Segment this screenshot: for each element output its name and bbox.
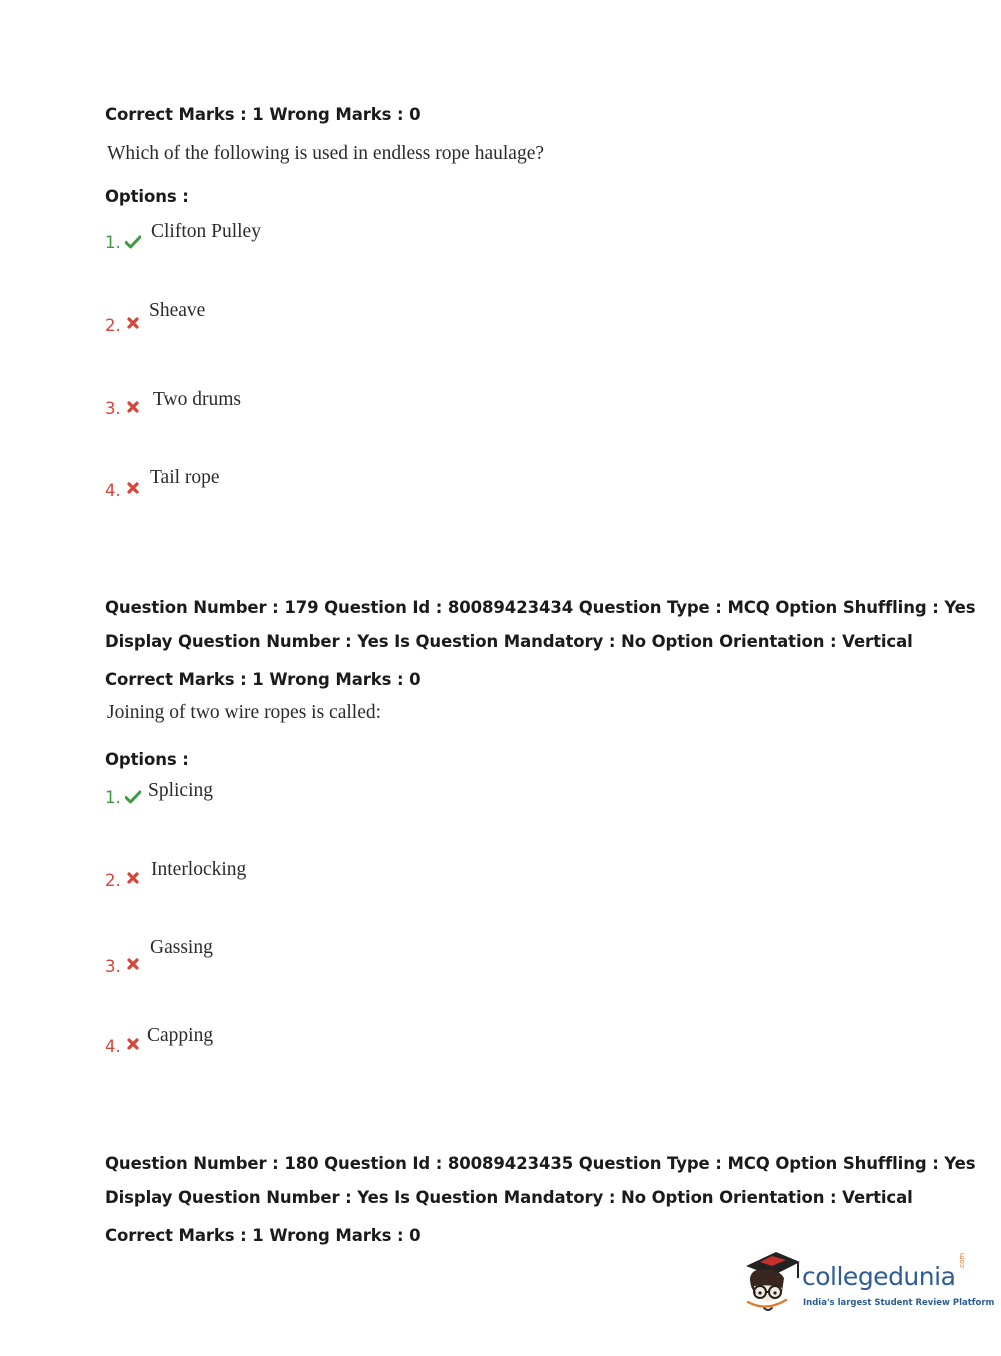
marks-line: Correct Marks : 1 Wrong Marks : 0: [105, 105, 421, 124]
cross-icon: [125, 957, 141, 971]
logo-tagline: India's largest Student Review Platform: [803, 1298, 995, 1308]
question-header-line2: Display Question Number : Yes Is Question Mandatory : No Option Orientation : Vertical: [105, 1188, 913, 1207]
check-icon: [125, 235, 141, 249]
collegedunia-logo: [742, 1248, 995, 1320]
option-text: Splicing: [148, 780, 214, 801]
option-text: Two drums: [153, 389, 242, 410]
question-text: Which of the following is used in endless rope haulage?: [107, 143, 545, 164]
cross-icon: [125, 316, 141, 330]
question-header-line1: Question Number : 180 Question Id : 80089423435 Question Type : MCQ Option Shuffling : Yes: [105, 1154, 976, 1173]
marks-line: Correct Marks : 1 Wrong Marks : 0: [105, 1226, 421, 1245]
option-number: 1.: [105, 788, 121, 807]
option-number: 3.: [105, 957, 121, 976]
question-text: Joining of two wire ropes is called:: [107, 702, 382, 723]
options-label: Options :: [105, 750, 189, 769]
question-header-line2: Display Question Number : Yes Is Question Mandatory : No Option Orientation : Vertical: [105, 632, 913, 651]
option-text: Capping: [147, 1025, 214, 1046]
logo-wordmark: collegedunia: [802, 1262, 956, 1291]
cross-icon: [125, 871, 141, 885]
option-text: Clifton Pulley: [151, 221, 261, 242]
marks-line: Correct Marks : 1 Wrong Marks : 0: [105, 670, 421, 689]
options-label: Options :: [105, 187, 189, 206]
option-text: Sheave: [149, 300, 206, 321]
option-number: 3.: [105, 399, 121, 418]
question-header-line1: Question Number : 179 Question Id : 80089423434 Question Type : MCQ Option Shuffling : Yes: [105, 598, 976, 617]
mascot-icon: [742, 1248, 802, 1320]
option-number: 4.: [105, 1037, 121, 1056]
check-icon: [125, 790, 141, 804]
logo-suffix: .com: [958, 1252, 966, 1270]
cross-icon: [125, 481, 141, 495]
option-text: Tail rope: [150, 467, 220, 488]
cross-icon: [125, 400, 141, 414]
cross-icon: [125, 1037, 141, 1051]
option-text: Interlocking: [151, 859, 247, 880]
option-number: 4.: [105, 481, 121, 500]
option-number: 1.: [105, 233, 121, 252]
option-number: 2.: [105, 316, 121, 335]
option-text: Gassing: [150, 937, 213, 958]
option-number: 2.: [105, 871, 121, 890]
